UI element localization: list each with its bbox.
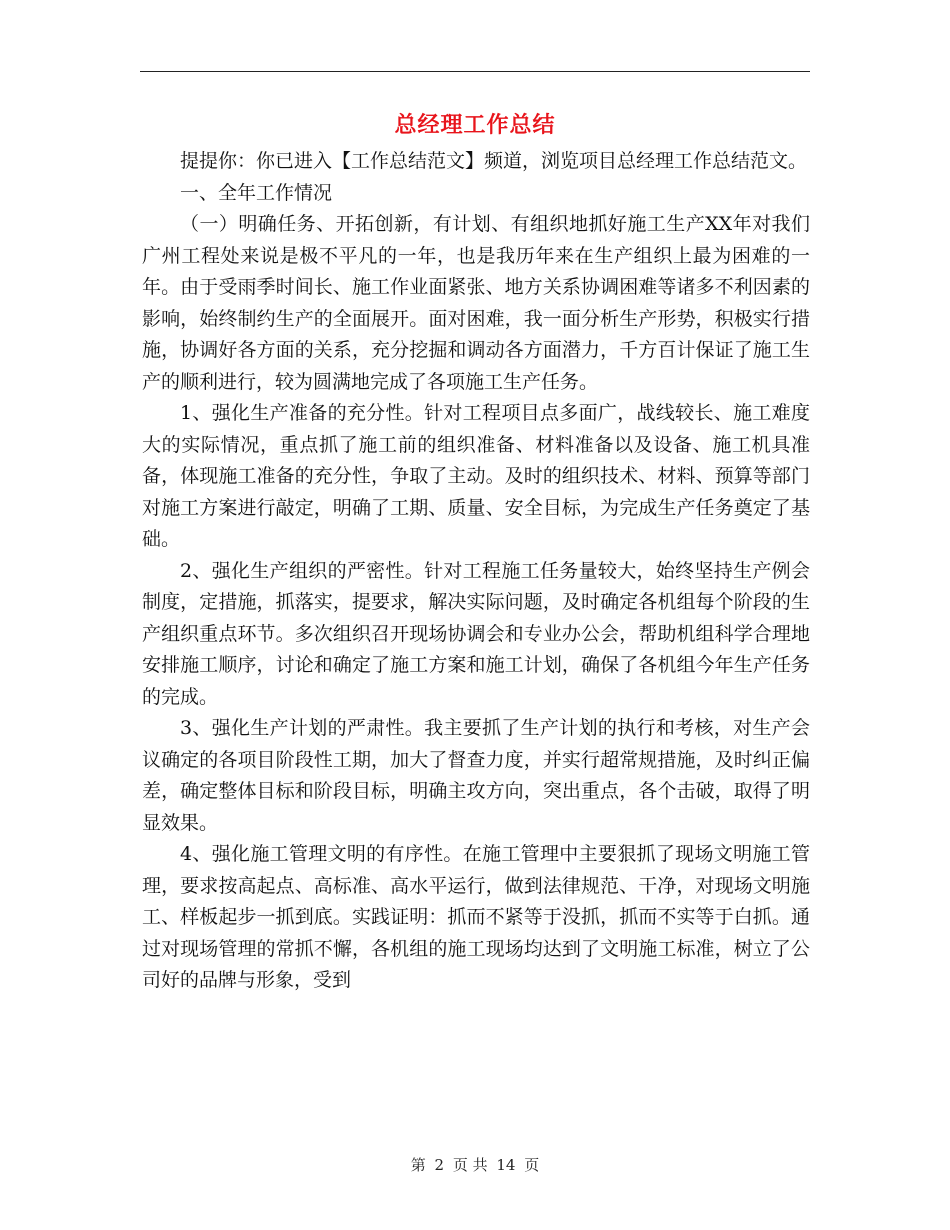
footer-suffix: 页: [524, 1156, 540, 1174]
footer-total-pages: 14: [496, 1156, 516, 1174]
paragraph-overview: （一）明确任务、开拓创新，有计划、有组织地抓好施工生产XX年对我们广州工程处来说是极不平凡的一年，也是我历年来在生产组织上最为困难的一年。由于受雨季时间长、施工作业面紧张、地方关系协调困难等诸多不利因素的影响，始终制约生产的全面展开。面对困难，我一面分析生产形势，积极实行措施，协调好各方面的关系，充分挖掘和调动各方面潜力，千方百计保证了施工生产的顺利进行，较为圆满地完成了各项施工生产任务。: [142, 213, 810, 393]
document-body: [142, 146, 810, 997]
footer-middle: 页 共: [452, 1156, 488, 1174]
paragraph-item-1: 1、强化生产准备的充分性。针对工程项目点多面广，战线较长、施工难度大的实际情况，重点抓了施工前的组织准备、材料准备以及设备、施工机具准备，体现施工准备的充分性，争取了主动。及时的组织技术、材料、预算等部门对施工方案进行敲定，明确了工期、质量、安全目标，为完成生产任务奠定了基础。: [142, 402, 810, 550]
paragraph-item-2: 2、强化生产组织的严密性。针对工程施工任务量较大，始终坚持生产例会制度，定措施，抓落实，提要求，解决实际问题，及时确定各机组每个阶段的生产组织重点环节。多次组织召开现场协调会和专业办公会，帮助机组科学合理地安排施工顺序，讨论和确定了施工方案和施工计划，确保了各机组今年生产任务的完成。: [142, 559, 810, 708]
paragraph-section-heading: 一、全年工作情况: [180, 181, 333, 204]
page-number-footer: [140, 1155, 810, 1175]
header-rule: [140, 71, 810, 72]
paragraph-item-4: 4、强化施工管理文明的有序性。在施工管理中主要狠抓了现场文明施工管理，要求按高起点、高标准、高水平运行，做到法律规范、干净，对现场文明施工、样板起步一抓到底。实践证明：抓而不紧等于没抓，抓而不实等于白抓。通过对现场管理的常抓不懈，各机组的施工现场均达到了文明施工标准，树立了公司好的品牌与形象，受到: [142, 843, 810, 991]
footer-current-page: 2: [434, 1156, 445, 1174]
document-title: 总经理工作总结: [394, 112, 556, 138]
paragraph-item-3: 3、强化生产计划的严肃性。我主要抓了生产计划的执行和考核，对生产会议确定的各项目阶段性工期，加大了督查力度，并实行超常规措施，及时纠正偏差，确定整体目标和阶段目标，明确主攻方向，突出重点，各个击破，取得了明显效果。: [142, 717, 810, 834]
footer-prefix: 第: [410, 1156, 426, 1174]
paragraph-intro: 提提你：你已进入【工作总结范文】频道，浏览项目总经理工作总结范文。: [180, 150, 808, 172]
